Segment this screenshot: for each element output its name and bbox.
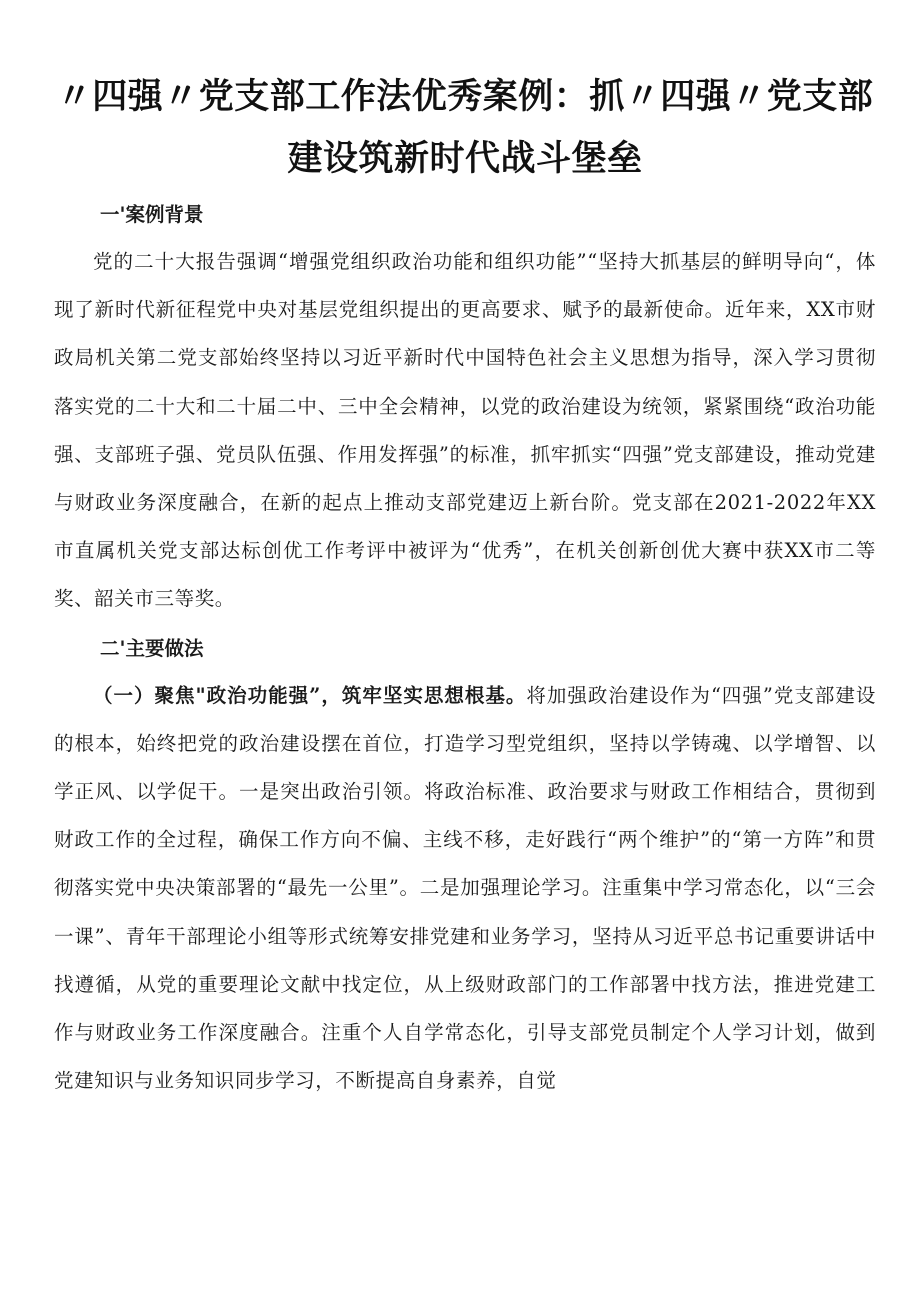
section-heading-practices: 二'主要做法 — [100, 636, 204, 660]
practices-paragraph — [54, 672, 876, 1106]
background-paragraph: 党的二十大报告强调“增强党组织政治功能和组织功能”“坚持大抓基层的鲜明导向“，体现了新时代新征程党中央对基层党组织提出的更高要求、赋予的最新使命。近年来，XX市财政局机关第二党支部始终坚持以习近平新时代中国特色社会主义思想为指导，深入学习贯彻落实党的二十大和二十届二中、三中全会精神，以党的政治建设为统领，紧紧围绕“政治功能强、支部班子强、党员队伍强、作用发挥强”的标准，抓牢抓实“四强”党支部建设，推动党建与财政业务深度融合，在新的起点上推动支部党建迈上新台阶。党支部在2021-2022年XX市直属机关党支部达标创优工作考评中被评为“优秀”，在机关创新创优大赛中获XX市二等奖、韶关市三等奖。 — [54, 250, 876, 611]
practices-paragraph-lead: （一）聚焦"政治功能强”，筑牢坚实思想根基。 — [93, 683, 527, 707]
document-title: 〃四强〃党支部工作法优秀案例：抓〃四强〃党支部建设筑新时代战斗堡垒 — [56, 77, 874, 179]
section-heading-background: 一'案例背景 — [100, 203, 204, 226]
practices-paragraph-body: 将加强政治建设作为“四强”党支部建设的根本，始终把党的政治建设摆在首位，打造学习型党组织，坚持以学铸魂、以学增智、以学正风、以学促干。一是突出政治引领。将政治标准、政治要求与财政工作相结合，贯彻到财政工作的全过程，确保工作方向不偏、主线不移，走好践行“两个维护”的“第一方阵”和贯彻落实党中央决策部署的“最先一公里”。二是加强理论学习。注重集中学习常态化，以“三会一课”、青年干部理论小组等形式统筹安排党建和业务学习，坚持从习近平总书记重要讲话中找遵循，从党的重要理论文献中找定位，从上级财政部门的工作部署中找方法，推进党建工作与财政业务工作深度融合。注重个人自学常态化，引导支部党员制定个人学习计划，做到党建知识与业务知识同步学习，不断提高自身素养，自觉 — [54, 683, 876, 1093]
